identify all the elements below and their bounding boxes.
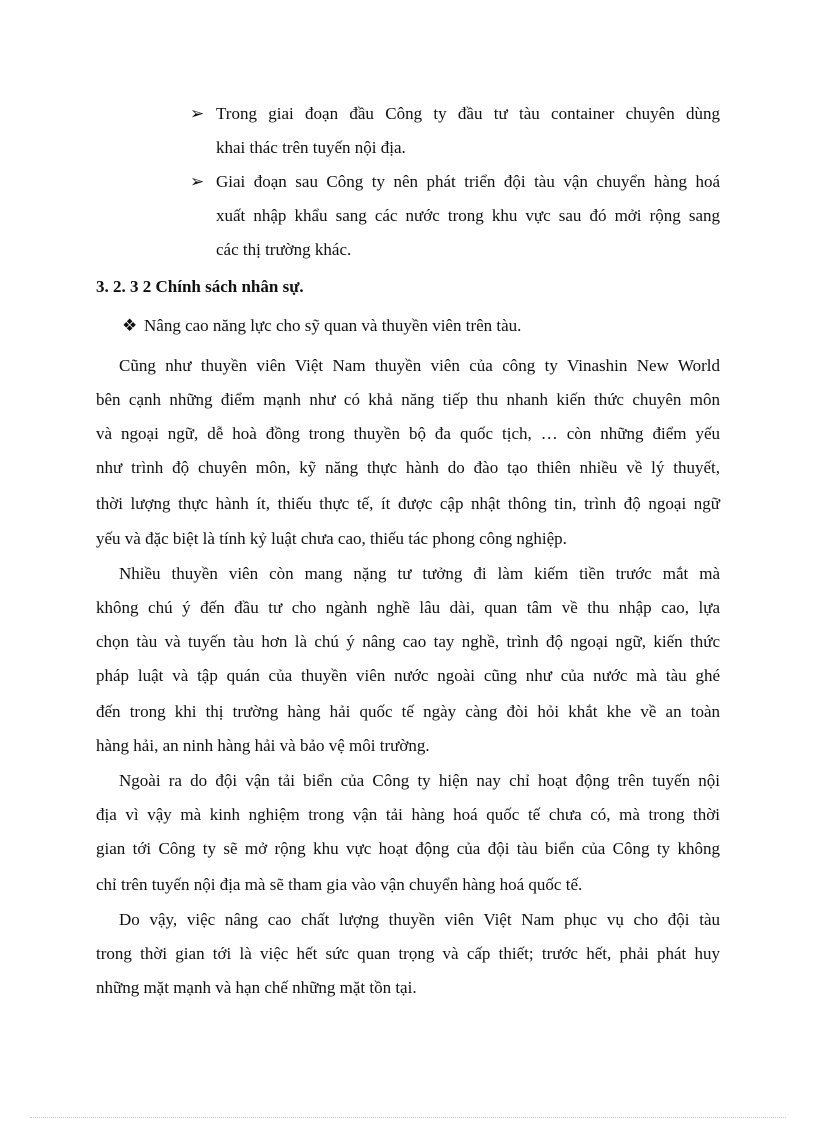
arrow-bullet-icon: ➢	[190, 104, 205, 123]
sub-bullet-text: Nâng cao năng lực cho sỹ quan và thuyền viên trên tàu.	[144, 316, 522, 335]
paragraph-2-line-1: Nhiều thuyền viên còn mang nặng tư tưởng đi làm kiếm tiền trước mắt mà	[119, 564, 720, 583]
paragraph-1-line-6: yếu và đặc biệt là tính kỷ luật chưa cao, thiếu tác phong công nghiệp.	[96, 529, 567, 548]
bullet-2-line-2: xuất nhập khẩu sang các nước trong khu vực sau đó mởi rộng sang	[216, 206, 720, 225]
bullet-1-line-1: Trong giai đoạn đầu Công ty đầu tư tàu container chuyên dùng	[216, 104, 720, 123]
section-heading: 3. 2. 3 2 Chính sách nhân sự.	[96, 277, 304, 296]
paragraph-3-line-2: địa vì vậy mà kinh nghiệm trong vận tải hàng hoá quốc tế chưa có, mà trong thời	[96, 805, 720, 824]
paragraph-2-line-2: không chú ý đến đầu tư cho ngành nghề lâu dài, quan tâm về thu nhập cao, lựa	[96, 598, 720, 617]
bullet-2-line-1: Giai đoạn sau Công ty nên phát triển đội tàu vận chuyển hàng hoá	[216, 172, 720, 191]
paragraph-3-line-3: gian tới Công ty sẽ mở rộng khu vực hoạt động của đội tàu biển của Công ty không	[96, 839, 720, 858]
paragraph-1-line-1: Cũng như thuyền viên Việt Nam thuyền viên của công ty Vinashin New World	[119, 356, 720, 375]
paragraph-3-line-4: chỉ trên tuyến nội địa mà sẽ tham gia vào vận chuyển hàng hoá quốc tế.	[96, 875, 583, 894]
paragraph-1-line-2: bên cạnh những điểm mạnh như có khả năng tiếp thu nhanh kiến thức chuyên môn	[96, 390, 720, 409]
paragraph-4-line-2: trong thời gian tới là việc hết sức quan trọng và cấp thiết; trước hết, phải phát huy	[96, 944, 720, 963]
paragraph-3-line-1: Ngoài ra do đội vận tải biển của Công ty hiện nay chỉ hoạt động trên tuyến nội	[119, 771, 720, 790]
paragraph-1-line-3: và ngoại ngữ, dễ hoà đồng trong thuyền bộ đa quốc tịch, … còn những điểm yếu	[96, 424, 720, 443]
paragraph-1-line-4: như trình độ chuyên môn, kỹ năng thực hành do đào tạo thiên nhiều về lý thuyết,	[96, 458, 720, 477]
paragraph-2-line-3: chọn tàu và tuyến tàu hơn là chú ý nâng cao tay nghề, trình độ ngoại ngữ, kiến thức	[96, 632, 720, 651]
bullet-1-line-2: khai thác trên tuyến nội địa.	[216, 138, 406, 157]
arrow-bullet-icon: ➢	[190, 172, 205, 191]
paragraph-2-line-6: hàng hải, an ninh hàng hải và bảo vệ môi trường.	[96, 736, 430, 755]
paragraph-2-line-4: pháp luật và tập quán của thuyền viên nước ngoài cũng như của nước mà tàu ghé	[96, 666, 720, 685]
diamond-bullet-icon: ❖	[122, 316, 138, 335]
paragraph-1-line-5: thời lượng thực hành ít, thiếu thực tế, ít được cập nhật thông tin, trình độ ngoại ngữ	[96, 494, 720, 513]
paragraph-4-line-3: những mặt mạnh và hạn chế những mặt tồn tại.	[96, 978, 417, 997]
paragraph-4-line-1: Do vậy, việc nâng cao chất lượng thuyền viên Việt Nam phục vụ cho đội tàu	[119, 910, 720, 929]
page-footer-divider	[30, 1117, 786, 1118]
bullet-2-line-3: các thị trường khác.	[216, 240, 352, 259]
paragraph-2-line-5: đến trong khi thị trường hàng hải quốc tế ngày càng đòi hỏi khắt khe về an toàn	[96, 702, 720, 721]
